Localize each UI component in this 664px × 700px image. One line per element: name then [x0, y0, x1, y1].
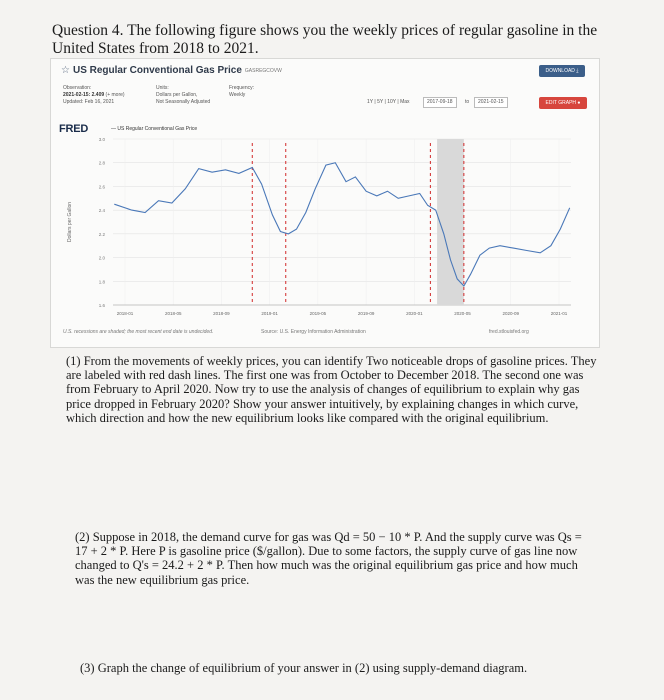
y-tick-label: 2.4 [98, 208, 105, 214]
x-axis-ticks [117, 311, 568, 316]
x-tick-label: 2018-09 [213, 311, 230, 316]
range-buttons[interactable]: 1Y | 5Y | 10Y | Max [367, 99, 410, 105]
star-icon[interactable]: ☆ [61, 65, 70, 76]
x-tick-label: 2020-01 [406, 311, 423, 316]
units-value: Dollars per Gallon, [156, 92, 198, 98]
recession-band [437, 139, 464, 305]
y-axis-label: Dollars per Gallon [67, 201, 73, 243]
frequency-label: Frequency: [229, 85, 255, 91]
part-3-text: (3) Graph the change of equilibrium of your answer in (2) using supply-demand diagram. [80, 661, 528, 675]
site-link[interactable]: fred.stlouisfed.org [489, 329, 529, 335]
y-tick-label: 2.8 [98, 160, 105, 166]
more-link[interactable]: (+ more) [105, 92, 125, 98]
range-start-input[interactable]: 2017-09-18 [423, 97, 457, 108]
updated-date: Updated: Feb 16, 2021 [63, 99, 115, 105]
x-tick-label: 2019-05 [309, 311, 327, 316]
chart-title: US Regular Conventional Gas Price [72, 65, 242, 76]
units-label: Units: [156, 85, 169, 91]
x-tick-label: 2019-01 [261, 311, 278, 316]
y-tick-label: 1.6 [98, 303, 105, 308]
source-note: Source: U.S. Energy Information Administration [261, 329, 366, 335]
fred-logo: FRED [59, 123, 89, 135]
range-to: to [465, 99, 470, 105]
y-tick-label: 2.6 [98, 184, 105, 190]
range-end-input[interactable]: 2021-02-15 [474, 97, 508, 108]
x-tick-label: 2020-09 [502, 311, 520, 316]
highlight-dashes [252, 143, 464, 305]
y-axis-ticks [99, 137, 106, 308]
recession-note: U.S. recessions are shaded; the most recent end date is undecided. [63, 329, 214, 335]
x-tick-label: 2021-01 [550, 311, 568, 316]
y-tick-label: 2.0 [98, 255, 105, 261]
y-tick-label: 1.8 [98, 279, 105, 285]
observation-label: Observation: [63, 85, 92, 91]
price-line [114, 163, 569, 286]
units-value2: Not Seasonally Adjusted [156, 99, 211, 105]
gas-price-chart [51, 59, 599, 347]
edit-graph-button[interactable]: EDIT GRAPH ● [539, 97, 587, 109]
part-2-text: (2) Suppose in 2018, the demand curve for gas was Qd = 50 − 10 * P. And the supply curve was Qs = 17 + 2 * P. Here P is gasoline price ($/gallon). Due to some factors, the supply curve of gas line now changed to Q's = 24.2 + 2 * P. Then how much was the original equilibrium gas price and how much was the new equilibrium gas price. [75, 530, 582, 587]
y-tick-label: 2.2 [98, 231, 105, 237]
x-tick-label: 2019-09 [357, 311, 375, 316]
recession-shading [437, 139, 464, 305]
question-title: Question 4. The following figure shows you the weekly prices of regular gasoline in the United States from 2018 to 2021. [52, 22, 598, 57]
chart-legend: — US Regular Conventional Gas Price [111, 126, 198, 132]
x-tick-label: 2020-05 [454, 311, 471, 316]
x-tick-label: 2018-01 [116, 311, 134, 316]
y-tick-label: 3.0 [98, 137, 105, 142]
part-1-text: (1) From the movements of weekly prices, you can identify Two noticeable drops of gasoline prices. They are labeled with red dash lines. The first one was from October to December 2018. The second one was from February to April 2020. Now try to use the analysis of changes of equilibrium to explain why gas price dropped in February 2020? Show your answer intuitively, by explaining changes in which curve, which direction and how the new equilibrium looks like compared with the original equilibrium. [66, 354, 597, 425]
series-code: GASREGCOVW [244, 67, 282, 74]
download-button[interactable]: DOWNLOAD ⤓ [539, 65, 585, 77]
frequency-value: Weekly [229, 92, 246, 98]
observation-value: 2021-02-15: 2.409 [63, 92, 105, 98]
x-tick-label: 2018-05 [164, 311, 182, 316]
chart-grid [113, 139, 571, 305]
fred-chart-panel [50, 58, 600, 348]
